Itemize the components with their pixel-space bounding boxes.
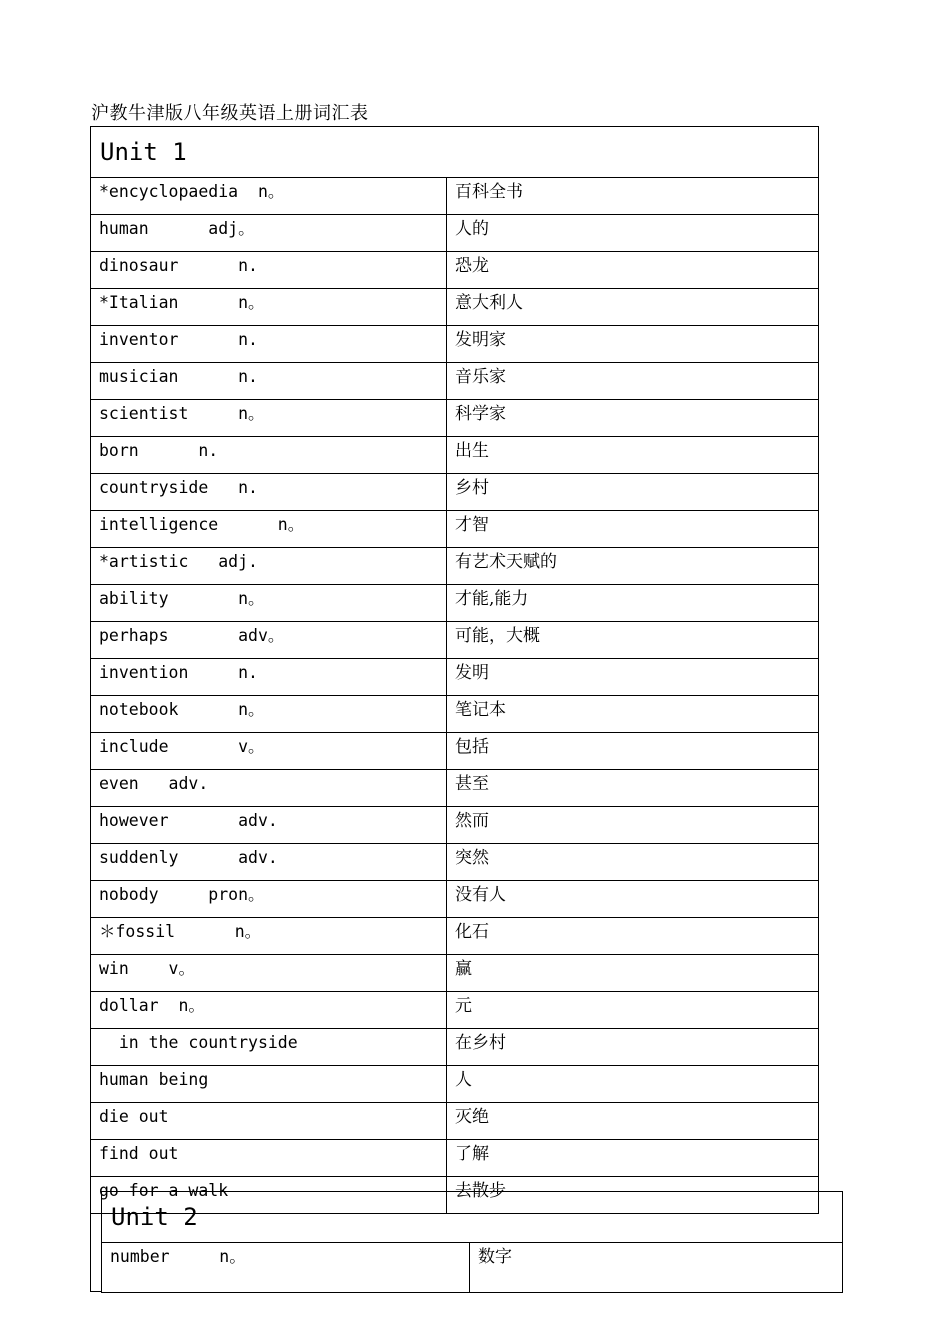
vocab-row — [91, 733, 819, 770]
vocab-row — [91, 1029, 819, 1066]
vocab-row — [91, 400, 819, 437]
vocab-row — [91, 178, 819, 215]
vocab-english-term: find out — [91, 1140, 447, 1177]
vocab-row — [91, 992, 819, 1029]
vocab-row — [91, 548, 819, 585]
vocab-english-term: however adv. — [91, 807, 447, 844]
vocab-chinese-meaning: 化石 — [447, 918, 819, 955]
vocab-chinese-meaning: 百科全书 — [447, 178, 819, 215]
vocab-chinese-meaning: 人 — [447, 1066, 819, 1103]
vocab-chinese-meaning: 然而 — [447, 807, 819, 844]
vocab-english-term: intelligence n。 — [91, 511, 447, 548]
vocab-chinese-meaning: 数字 — [470, 1243, 843, 1293]
unit-heading-row — [102, 1192, 843, 1243]
unit-2-vocabulary-table — [101, 1191, 843, 1293]
vocab-english-term: die out — [91, 1103, 447, 1140]
vocab-english-term: go for a walk — [91, 1177, 447, 1214]
vocab-row — [91, 770, 819, 807]
vocab-chinese-meaning: 乡村 — [447, 474, 819, 511]
vocab-english-term: dinosaur n. — [91, 252, 447, 289]
vocab-row — [91, 363, 819, 400]
vocab-english-term: *artistic adj. — [91, 548, 447, 585]
vocab-row — [91, 437, 819, 474]
table-border-line — [90, 1191, 91, 1292]
vocab-english-term: *encyclopaedia n。 — [91, 178, 447, 215]
vocab-chinese-meaning: 才智 — [447, 511, 819, 548]
vocab-row — [91, 1066, 819, 1103]
vocab-chinese-meaning: 恐龙 — [447, 252, 819, 289]
vocab-chinese-meaning: 了解 — [447, 1140, 819, 1177]
vocab-english-term: human adj。 — [91, 215, 447, 252]
vocab-row — [91, 511, 819, 548]
vocab-chinese-meaning: 赢 — [447, 955, 819, 992]
vocab-row — [91, 326, 819, 363]
vocab-english-term: number n。 — [102, 1243, 470, 1293]
vocab-row — [91, 659, 819, 696]
vocab-row — [91, 1140, 819, 1177]
vocab-english-term: include v。 — [91, 733, 447, 770]
vocab-row — [91, 289, 819, 326]
unit-heading: Unit 1 — [91, 127, 819, 178]
unit-heading-row — [91, 127, 819, 178]
vocab-row — [91, 585, 819, 622]
vocab-english-term: invention n. — [91, 659, 447, 696]
vocab-chinese-meaning: 发明家 — [447, 326, 819, 363]
vocab-english-term: dollar n。 — [91, 992, 447, 1029]
vocab-row — [91, 696, 819, 733]
vocab-row — [91, 807, 819, 844]
vocab-english-term: even adv. — [91, 770, 447, 807]
vocab-chinese-meaning: 没有人 — [447, 881, 819, 918]
vocab-row — [91, 215, 819, 252]
vocab-row — [91, 474, 819, 511]
vocab-chinese-meaning: 甚至 — [447, 770, 819, 807]
vocab-english-term: ＊fossil n。 — [91, 918, 447, 955]
vocab-row — [91, 1103, 819, 1140]
vocab-row — [91, 918, 819, 955]
vocab-row — [91, 881, 819, 918]
vocab-chinese-meaning: 人的 — [447, 215, 819, 252]
vocab-english-term: human being — [91, 1066, 447, 1103]
vocab-row — [91, 252, 819, 289]
vocab-english-term: inventor n. — [91, 326, 447, 363]
vocab-chinese-meaning: 出生 — [447, 437, 819, 474]
vocab-chinese-meaning: 发明 — [447, 659, 819, 696]
vocab-chinese-meaning: 包括 — [447, 733, 819, 770]
vocab-chinese-meaning: 可能，大概 — [447, 622, 819, 659]
vocab-english-term: scientist n。 — [91, 400, 447, 437]
vocab-english-term: musician n. — [91, 363, 447, 400]
vocab-row — [91, 622, 819, 659]
unit-heading: Unit 2 — [102, 1192, 843, 1243]
vocab-chinese-meaning: 有艺术天赋的 — [447, 548, 819, 585]
vocab-english-term: notebook n。 — [91, 696, 447, 733]
vocab-english-term: ability n。 — [91, 585, 447, 622]
vocab-chinese-meaning: 科学家 — [447, 400, 819, 437]
vocab-chinese-meaning: 笔记本 — [447, 696, 819, 733]
vocab-english-term: nobody pron。 — [91, 881, 447, 918]
vocab-chinese-meaning: 意大利人 — [447, 289, 819, 326]
unit-1-vocabulary-table — [90, 126, 819, 1214]
vocab-english-term: countryside n. — [91, 474, 447, 511]
vocab-english-term: win v。 — [91, 955, 447, 992]
vocab-chinese-meaning: 突然 — [447, 844, 819, 881]
vocab-row — [91, 955, 819, 992]
vocab-chinese-meaning: 音乐家 — [447, 363, 819, 400]
vocab-row — [102, 1243, 843, 1293]
vocab-chinese-meaning: 元 — [447, 992, 819, 1029]
vocab-chinese-meaning: 灭绝 — [447, 1103, 819, 1140]
vocab-chinese-meaning: 才能,能力 — [447, 585, 819, 622]
vocab-row — [91, 844, 819, 881]
vocab-english-term: perhaps adv。 — [91, 622, 447, 659]
vocab-english-term: *Italian n。 — [91, 289, 447, 326]
vocab-english-term: born n. — [91, 437, 447, 474]
vocab-english-term: in the countryside — [91, 1029, 447, 1066]
document-title: 沪教牛津版八年级英语上册词汇表 — [91, 103, 369, 124]
vocab-english-term: suddenly adv. — [91, 844, 447, 881]
vocab-chinese-meaning: 在乡村 — [447, 1029, 819, 1066]
vocab-chinese-meaning: 去散步 — [447, 1177, 819, 1214]
